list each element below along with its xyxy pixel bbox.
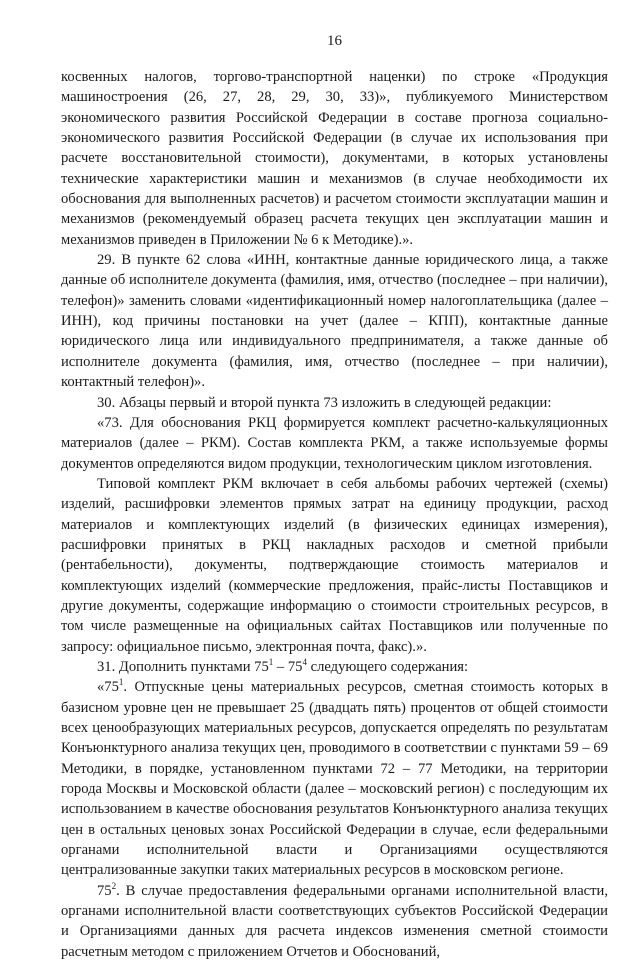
superscript: 2: [111, 880, 117, 891]
paragraph-text: 30. Абзацы первый и второй пункта 73 изложить в следующей редакции:: [97, 394, 552, 411]
paragraph-text: . В случае предоставления федеральными органами исполнительной власти, органами исполнительной власти соответствующих субъектов Российской Федерации и Организациями данных для расчета индексов изменения сметной стоимости расчетным методом с приложением Отчетов и Обоснований,: [61, 882, 608, 960]
paragraph-text: 75: [97, 882, 112, 899]
paragraph-text: косвенных налогов, торгово-транспортной наценки) по строке «Продукция машиностроения (26, 27, 28, 29, 30, 33)», публикуемого Министерством экономического развития Российской Федерации в составе прогноза социально-экономического развития Российской Федерации (в случае их использования при расчете восстановительной стоимости), документами, в которых установлены технические характеристики машин и механизмов (в случае необходимости их обоснования для выполненных расчетов) и расчетом стоимости эксплуатации машин и механизмов (рекомендуемый образец расчета текущих цен эксплуатации машин и механизмов приведен в Приложении № 6 к Методике).».: [61, 69, 608, 248]
paragraph: [61, 881, 608, 962]
paragraph: [61, 474, 608, 657]
paragraph: [61, 677, 608, 880]
paragraph-text: 29. В пункте 62 слова «ИНН, контактные данные юридического лица, а также данные об исполнителе документа (фамилия, имя, отчество (последнее – при наличии), телефон)» заменить словами «идентификационный номер налогоплательщика (далее – ИНН), код причины постановки на учет (далее – КПП), контактные данные юридического лица или индивидуального предпринимателя, а также данные об исполнителе документа (фамилия, имя, отчество (последнее – при наличии), контактный телефон)».: [61, 252, 608, 391]
paragraph-text: – 75: [273, 658, 303, 675]
paragraph-text: «75: [97, 679, 119, 696]
paragraph: [61, 250, 608, 392]
document-body: [61, 67, 608, 962]
page-number: 16: [327, 33, 342, 49]
superscript: 1: [118, 677, 124, 688]
paragraph-text: 31. Дополнить пунктами 75: [97, 658, 269, 675]
paragraph: [61, 393, 608, 413]
paragraph-text: . Отпускные цены материальных ресурсов, сметная стоимость которых в базисном уровне цен не превышает 25 (двадцать пять) процентов от общей стоимости всех ценообразующих материальных ресурсов, допускается определять по результатам Конъюнктурного анализа текущих цен, проводимого в соответствии с пунктами 59 – 69 Методики, в порядке, установленном пунктами 72 – 77 Методики, на территории города Москвы и Московской области (далее – московский регион) с последующим их использованием в качестве обоснования результатов Конъюнктурного анализа текущих цен в остальных ценовых зонах Российской Федерации в случае, если федеральными органами исполнительной власти и Организациями осуществляются централизованные закупки таких материальных ресурсов в московском регионе.: [61, 679, 608, 879]
paragraph-text: Типовой комплект РКМ включает в себя альбомы рабочих чертежей (схемы) изделий, расшифровки элементов прямых затрат на единицу продукции, расход материалов и комплектующих изделий (в физических единицах измерения), расшифровки принятых в РКЦ накладных расходов и сметной прибыли (рентабельности), документы, подтверждающие стоимость материалов и комплектующих изделий (коммерческие предложения, прайс-листы Поставщиков и другие документы, содержащие информацию о стоимости строительных ресурсов, в том числе размещенные на официальных сайтах Поставщиков или полученные по запросу: официальное письмо, электронная почта, факс).».: [61, 475, 608, 655]
paragraph: [61, 67, 608, 250]
paragraph: [61, 657, 608, 677]
paragraph-text: «73. Для обоснования РКЦ формируется комплект расчетно-калькуляционных материалов (далее – РКМ). Состав комплекта РКМ, а также используемые формы документов определяются видом продукции, технологическим циклом изготовления.: [61, 414, 608, 472]
superscript: 1: [268, 657, 274, 668]
paragraph-text: следующего содержания:: [306, 658, 469, 675]
superscript: 4: [302, 657, 307, 668]
paragraph: [61, 413, 608, 474]
